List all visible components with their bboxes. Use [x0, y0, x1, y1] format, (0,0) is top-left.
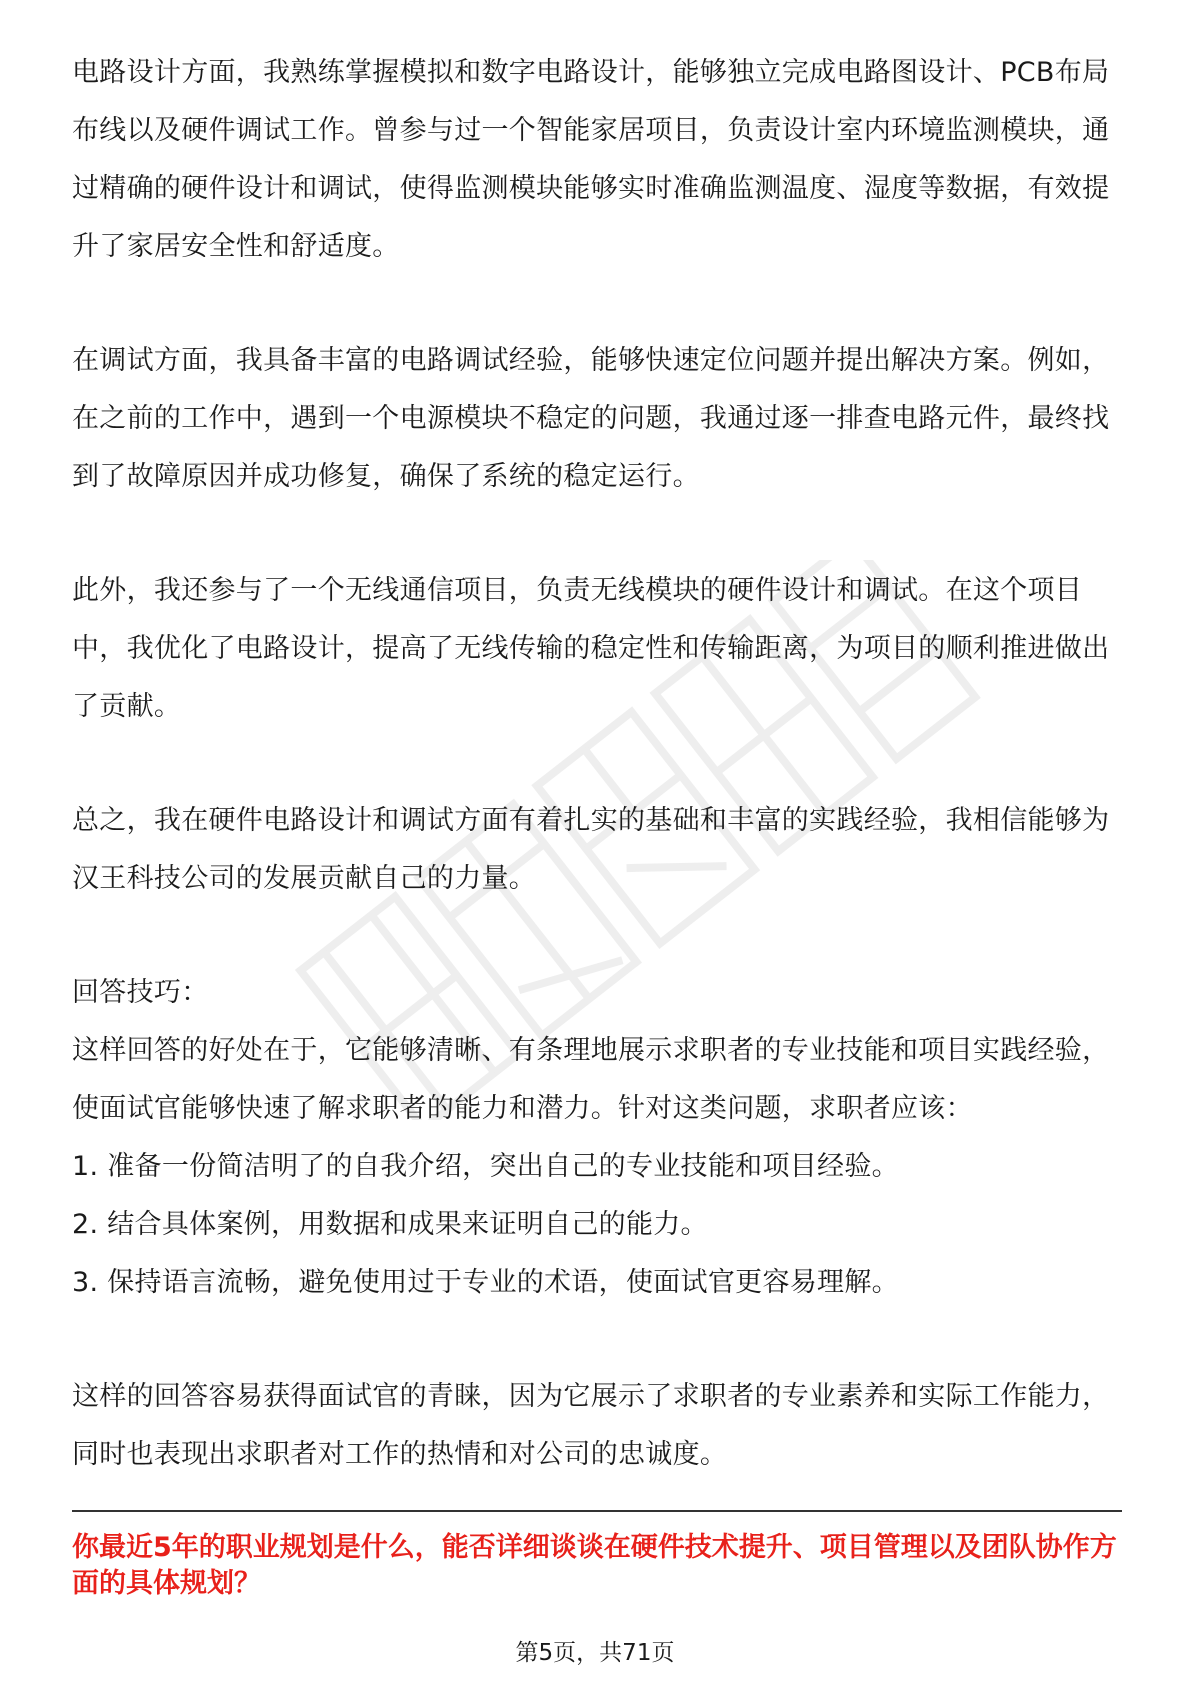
tips-heading: 回答技巧：	[72, 977, 209, 1008]
next-question-heading: 你最近5年的职业规划是什么，能否详细谈谈在硬件技术提升、项目管理以及团队协作方面的具体规划？	[72, 1532, 1117, 1599]
tips-intro: 这样回答的好处在于，它能够清晰、有条理地展示求职者的专业技能和项目实践经验，使面试官能够快速了解求职者的能力和潜力。针对这类问题，求职者应该：	[72, 1035, 1110, 1124]
tips-conclusion: 这样的回答容易获得面试官的青睐，因为它展示了求职者的专业素养和实际工作能力，同时也表现出求职者对工作的热情和对公司的忠诚度。	[72, 1381, 1110, 1470]
paragraph-circuit-design: 电路设计方面，我熟练掌握模拟和数字电路设计，能够独立完成电路图设计、PCB布局布线以及硬件调试工作。曾参与过一个智能家居项目，负责设计室内环境监测模块，通过精确的硬件设计和调试，使得监测模块能够实时准确监测温度、湿度等数据，有效提升了家居安全性和舒适度。	[72, 57, 1110, 262]
paragraph-wireless-project: 此外，我还参与了一个无线通信项目，负责无线模块的硬件设计和调试。在这个项目中，我优化了电路设计，提高了无线传输的稳定性和传输距离，为项目的顺利推进做出了贡献。	[72, 575, 1110, 722]
paragraph-debugging: 在调试方面，我具备丰富的电路调试经验，能够快速定位问题并提出解决方案。例如，在之前的工作中，遇到一个电源模块不稳定的问题，我通过逐一排查电路元件，最终找到了故障原因并成功修复，确保了系统的稳定运行。	[72, 345, 1110, 492]
paragraph-summary: 总之，我在硬件电路设计和调试方面有着扎实的基础和丰富的实践经验，我相信能够为汉王科技公司的发展贡献自己的力量。	[72, 805, 1110, 894]
page-number: 第5页，共71页	[515, 1640, 675, 1666]
tips-item: 1. 准备一份简洁明了的自我介绍，突出自己的专业技能和项目经验。	[72, 1151, 899, 1182]
tips-item: 2. 结合具体案例，用数据和成果来证明自己的能力。	[72, 1209, 708, 1240]
document-body	[72, 44, 1122, 1484]
tips-item: 3. 保持语言流畅，避免使用过于专业的术语，使面试官更容易理解。	[72, 1267, 899, 1298]
section-divider	[72, 1510, 1122, 1512]
